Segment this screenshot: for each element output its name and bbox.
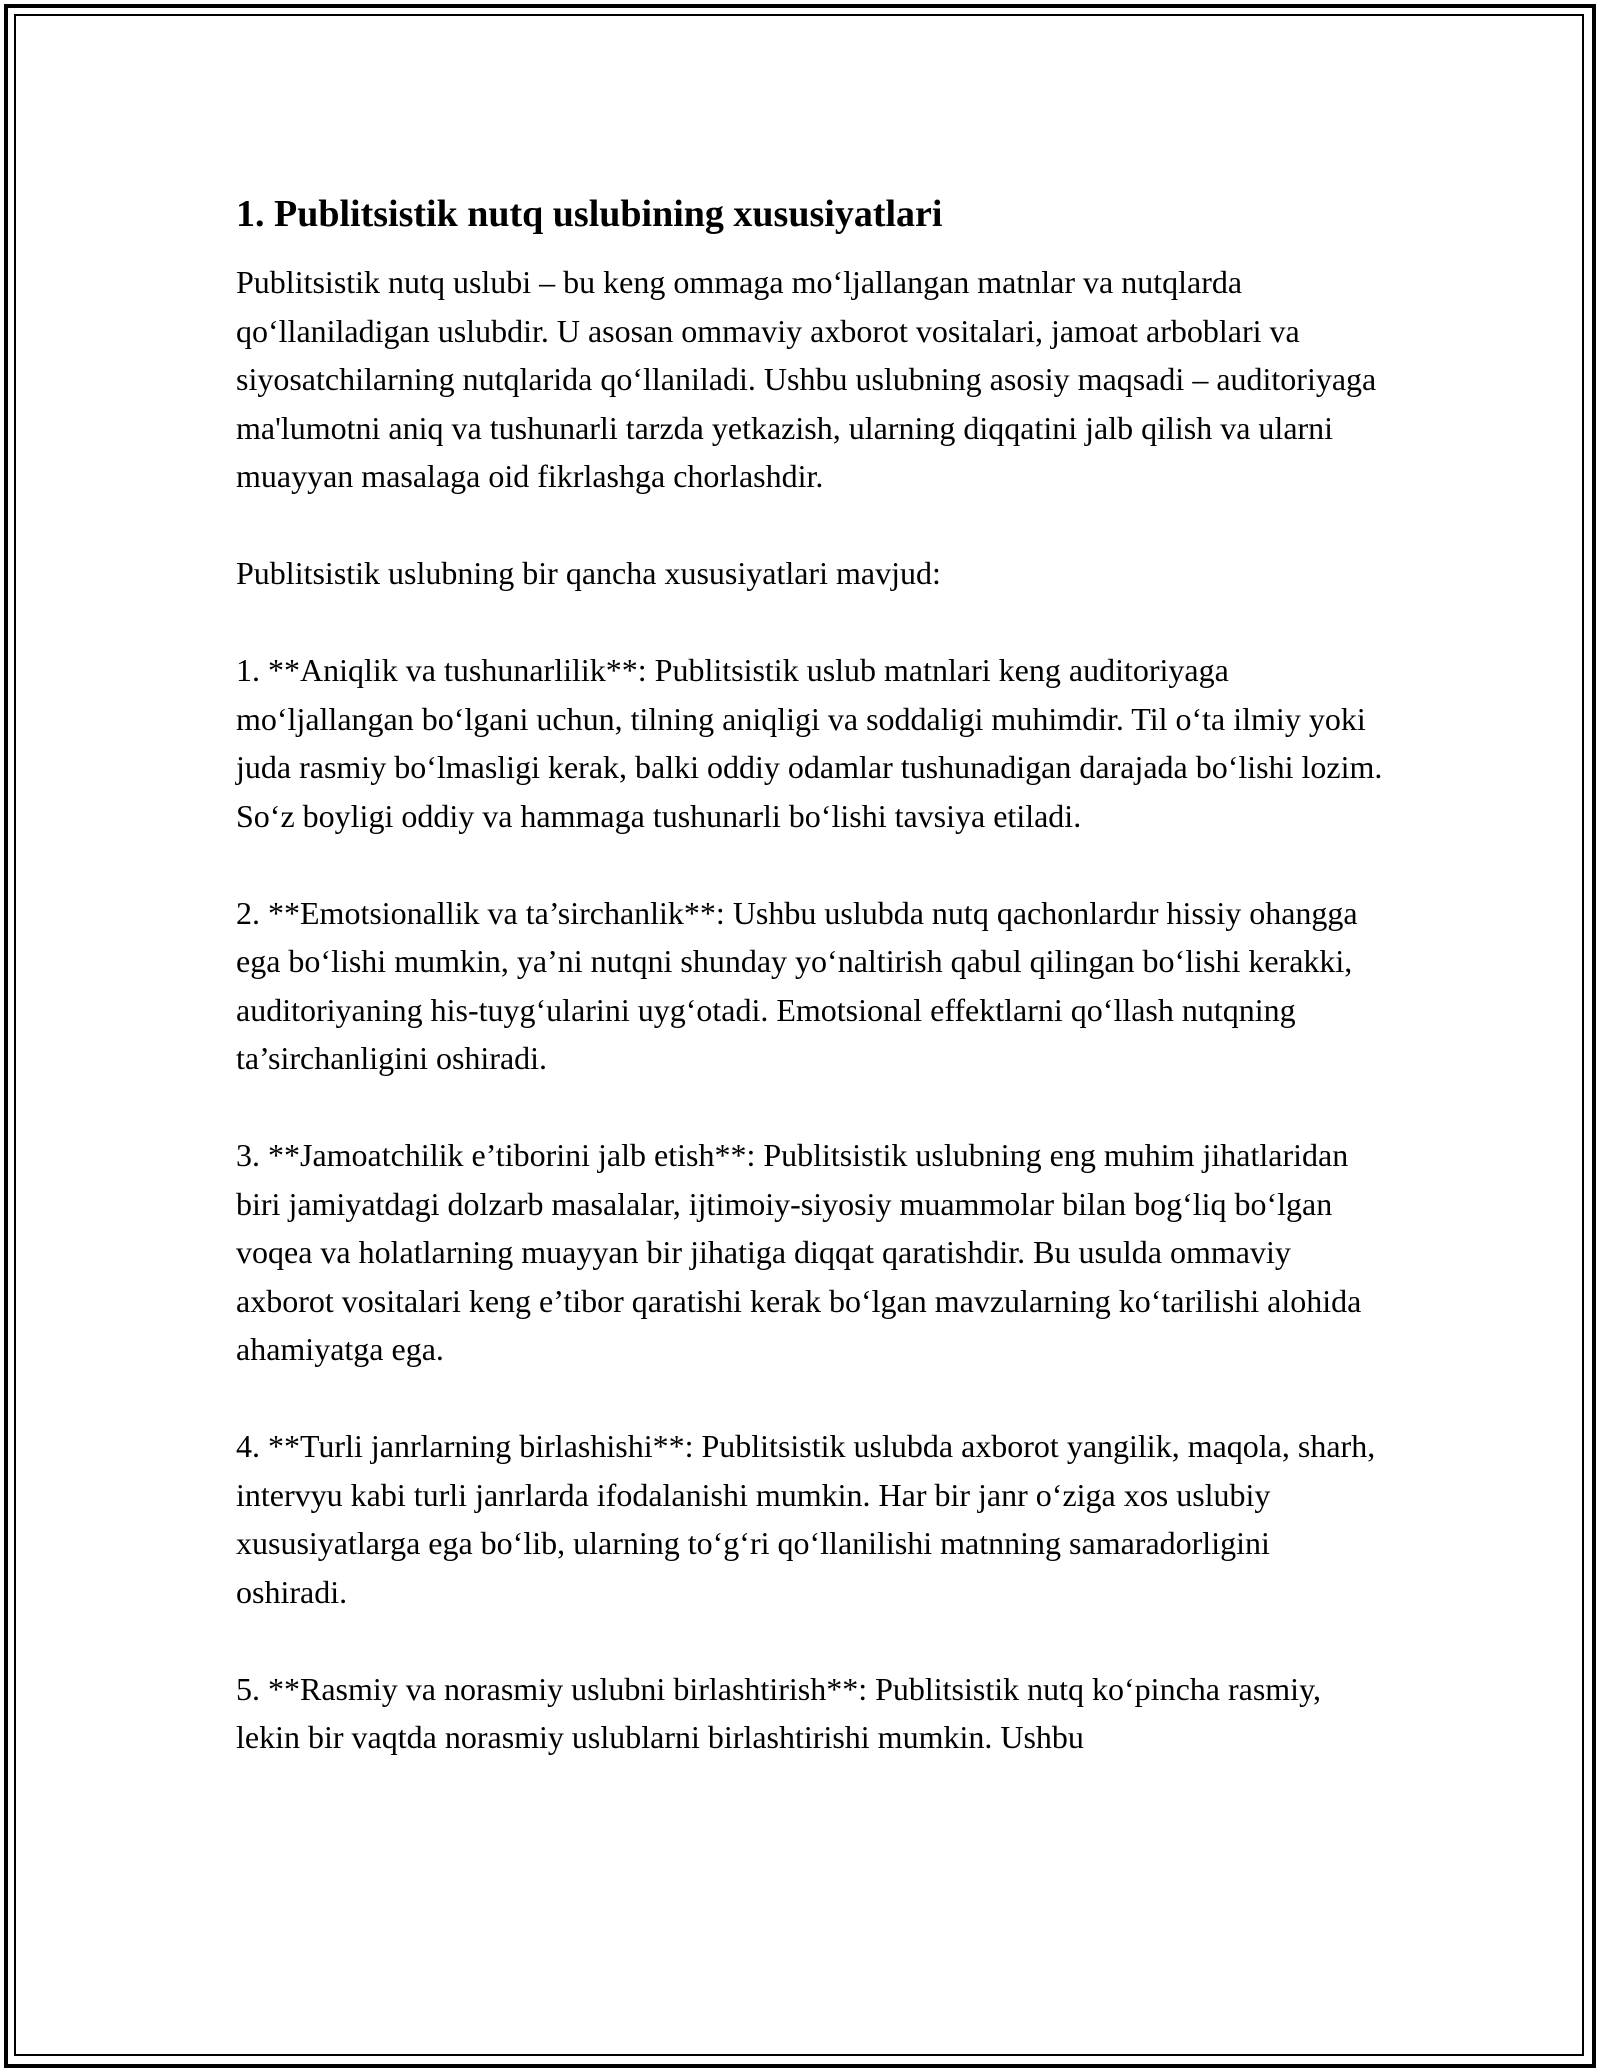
document-heading: 1. Publitsistik nutq uslubining xususiyatlari [236, 193, 943, 235]
feature-item-4: 4. **Turli janrlarning birlashishi**: Publitsistik uslubda axborot yangilik, maqola, sharh, intervyu kabi turli janrlarda ifodalanishi mumkin. Har bir janr oʻziga xos uslubiy xususiyatlarga ega boʻlib, ularning toʻgʻri qoʻllanilishi matnning samaradorligini oshiradi. [236, 1428, 1376, 1610]
features-lead-paragraph: Publitsistik uslubning bir qancha xususiyatlari mavjud: [236, 555, 941, 591]
feature-item-3: 3. **Jamoatchilik e’tiborini jalb etish**: Publitsistik uslubning eng muhim jihatlaridan biri jamiyatdagi dolzarb masalalar, ijtimoiy-siyosiy muammolar bilan bogʻliq boʻlgan voqea va holatlarning muayyan bir jihatiga diqqat qaratishdir. Bu usulda ommaviy axborot vositalari keng e’tibor qaratishi kerak boʻlgan mavzularning koʻtarilishi alohida ahamiyatga ega. [236, 1137, 1362, 1367]
intro-paragraph: Publitsistik nutq uslubi – bu keng ommaga moʻljallangan matnlar va nutqlarda qoʻllaniladigan uslubdir. U asosan ommaviy axborot vositalari, jamoat arboblari va siyosatchilarning nutqlarida qoʻllaniladi. Ushbu uslubning asosiy maqsadi – auditoriyaga ma'lumotni aniq va tushunarli tarzda yetkazish, ularning diqqatini jalb qilish va ularni muayyan masalaga oid fikrlashga chorlashdir. [236, 264, 1377, 494]
document-body [236, 188, 1386, 1762]
feature-item-2: 2. **Emotsionallik va ta’sirchanlik**: Ushbu uslubda nutq qachonlardır hissiy ohangga ega boʻlishi mumkin, ya’ni nutqni shunday yoʻnaltirish qabul qilingan boʻlishi kerakki, auditoriyaning his-tuygʻularini uygʻotadi. Emotsional effektlarni qoʻllash nutqning ta’sirchanligini oshiradi. [236, 894, 1358, 1076]
feature-item-5: 5. **Rasmiy va norasmiy uslubni birlashtirish**: Publitsistik nutq koʻpincha rasmiy, lekin bir vaqtda norasmiy uslublarni birlashtirishi mumkin. Ushbu [236, 1670, 1321, 1755]
feature-item-1: 1. **Aniqlik va tushunarlilik**: Publitsistik uslub matnlari keng auditoriyaga moʻljallangan boʻlgani uchun, tilning aniqligi va soddaligi muhimdir. Til oʻta ilmiy yoki juda rasmiy boʻlmasligi kerak, balki oddiy odamlar tushunadigan darajada boʻlishi lozim. Soʻz boyligi oddiy va hammaga tushunarli boʻlishi tavsiya etiladi. [236, 652, 1383, 834]
